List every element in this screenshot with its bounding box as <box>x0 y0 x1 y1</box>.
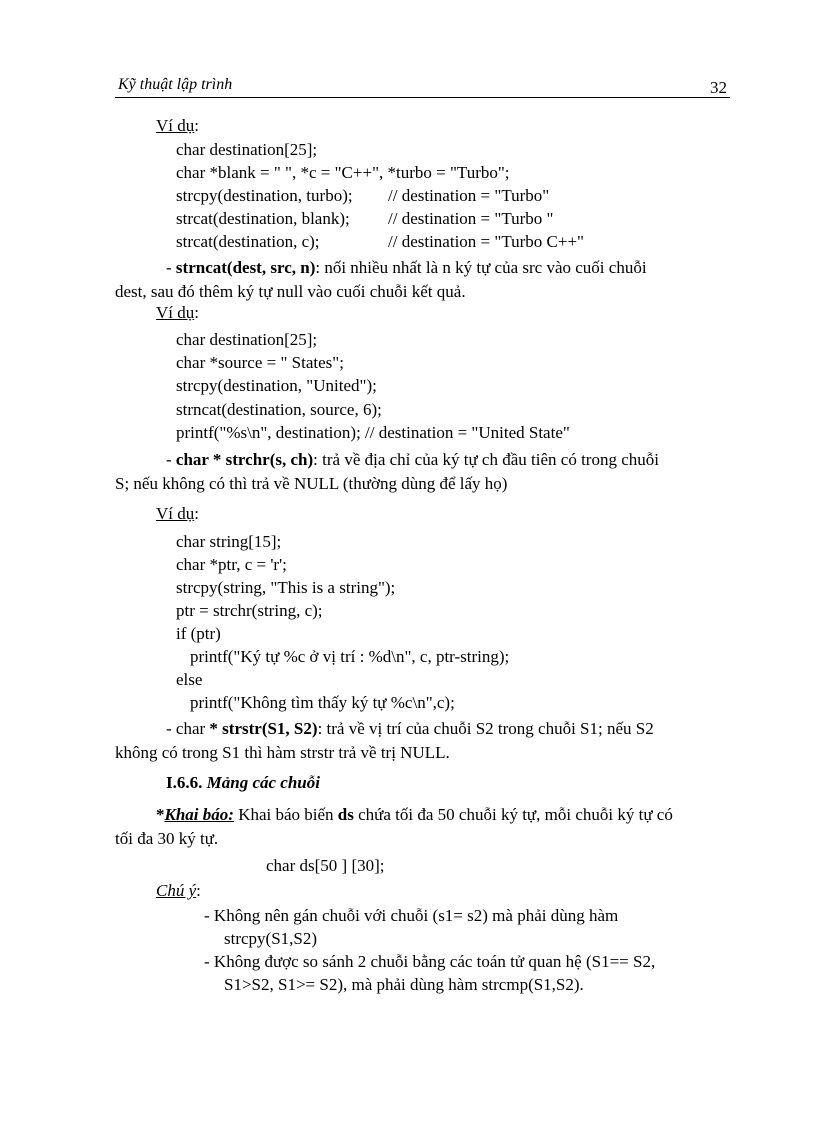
code-comment: // destination = "Turbo " <box>388 209 554 228</box>
code-line: if (ptr) <box>176 624 221 643</box>
code-line: else <box>176 670 203 689</box>
strncat-description-cont: dest, sau đó thêm ký tự null vào cuối chuỗi kết quả. <box>115 282 466 301</box>
note-item: - Không được so sánh 2 chuỗi bằng các toán tử quan hệ (S1== S2, <box>204 952 656 971</box>
strncat-description: - strncat(dest, src, n): nối nhiều nhất là n ký tự của src vào cuối chuỗi <box>166 258 647 277</box>
code-comment: // destination = "Turbo C++" <box>388 232 584 251</box>
code-line: char *ptr, c = 'r'; <box>176 555 287 574</box>
code-line: strcat(destination, c); <box>176 232 320 251</box>
code-line: printf("Không tìm thấy ký tự %c\n",c); <box>190 693 455 712</box>
code-line: strcpy(destination, "United"); <box>176 376 377 395</box>
code-line: char destination[25]; <box>176 330 318 349</box>
header-rule <box>115 97 730 98</box>
code-comment: // destination = "Turbo" <box>388 186 550 205</box>
code-line: strcat(destination, blank); <box>176 209 350 228</box>
code-line: printf("%s\n", destination); // destination = "United State" <box>176 423 570 442</box>
section-heading: I.6.6. Mảng các chuỗi <box>166 773 320 792</box>
note-item-cont: S1>S2, S1>= S2), mà phải dùng hàm strcmp(S1,S2). <box>224 975 584 994</box>
code-line: char destination[25]; <box>176 140 318 159</box>
code-line: char *blank = " ", *c = "C++", *turbo = "Turbo"; <box>176 163 510 182</box>
example-label: Ví dụ: <box>156 504 199 523</box>
note-label: Chú ý: <box>156 881 201 900</box>
declaration-code: char ds[50 ] [30]; <box>266 856 385 875</box>
declaration-paragraph: *Khai báo: Khai báo biến ds chứa tối đa 50 chuỗi ký tự, mỗi chuỗi ký tự có <box>156 805 673 824</box>
code-line: strncat(destination, source, 6); <box>176 400 382 419</box>
page-number: 32 <box>710 78 727 97</box>
strchr-description-cont: S; nếu không có thì trả về NULL (thường dùng để lấy họ) <box>115 474 508 493</box>
strstr-description: - char * strstr(S1, S2): trả về vị trí của chuỗi S2 trong chuỗi S1; nếu S2 <box>166 719 654 738</box>
running-header: Kỹ thuật lập trình <box>118 76 233 93</box>
code-line: printf("Ký tự %c ở vị trí : %d\n", c, ptr-string); <box>190 647 510 666</box>
note-item-cont: strcpy(S1,S2) <box>224 929 318 948</box>
strchr-description: - char * strchr(s, ch): trả về địa chỉ của ký tự ch đầu tiên có trong chuỗi <box>166 450 659 469</box>
code-line: strcpy(string, "This is a string"); <box>176 578 396 597</box>
code-line: strcpy(destination, turbo); <box>176 186 353 205</box>
code-line: ptr = strchr(string, c); <box>176 601 323 620</box>
code-line: char string[15]; <box>176 532 282 551</box>
example-label: Ví dụ: <box>156 303 199 322</box>
strstr-description-cont: không có trong S1 thì hàm strstr trả về trị NULL. <box>115 743 450 762</box>
code-line: char *source = " States"; <box>176 353 344 372</box>
example-label: Ví dụ: <box>156 116 199 135</box>
note-item: - Không nên gán chuỗi với chuỗi (s1= s2) mà phải dùng hàm <box>204 906 619 925</box>
declaration-paragraph-cont: tối đa 30 ký tự. <box>115 829 219 848</box>
